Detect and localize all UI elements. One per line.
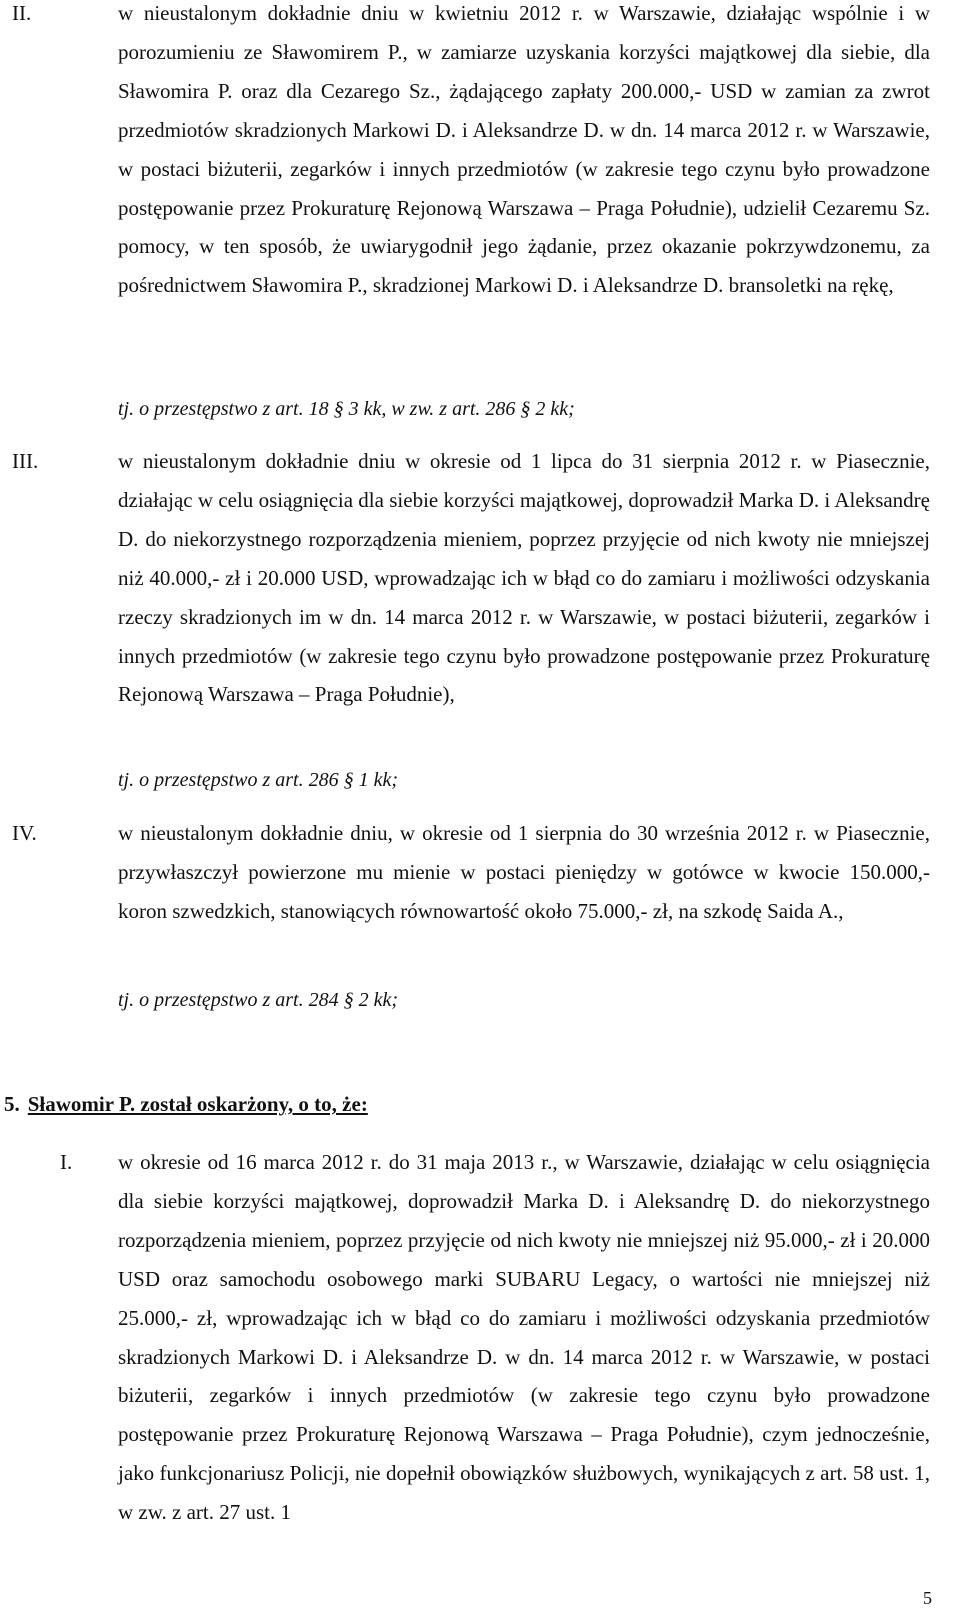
section-heading	[4, 1089, 368, 1119]
page-number: 5	[923, 1588, 932, 1608]
charge-numeral: IV.	[12, 821, 37, 845]
section-number: 5.	[4, 1092, 20, 1116]
legal-qualification: tj. o przestępstwo z art. 18 § 3 kk, w zw. z art. 286 § 2 kk;	[118, 398, 575, 420]
charge-numeral: III.	[12, 449, 39, 473]
charge-text: w nieustalonym dokładnie dniu, w okresie od 1 sierpnia do 30 września 2012 r. w Piasecznie, przywłaszczył powierzone mu mienie w postaci pieniędzy w gotówce w kwocie 150.000,- koron szwedzkich, stanowiących równowartość około 75.000,- zł, na szkodę Saida A.,	[118, 821, 930, 923]
charge-text: w nieustalonym dokładnie dniu w kwietniu 2012 r. w Warszawie, działając wspólnie i w porozumieniu ze Sławomirem P., w zamiarze uzyskania korzyści majątkowej dla siebie, dla Sławomira P. oraz dla Cezarego Sz., żądającego zapłaty 200.000,- USD w zamian za zwrot przedmiotów skradzionych Markowi D. i Aleksandrze D. w dn. 14 marca 2012 r. w Warszawie, w postaci biżuterii, zegarków i innych przedmiotów (w zakresie tego czynu było prowadzone postępowanie przez Prokuraturę Rejonową Warszawa – Praga Południe), udzielił Cezaremu Sz. pomocy, w ten sposób, że uwiarygodnił jego żądanie, przez okazanie pokrzywdzonemu, za pośrednictwem Sławomira P., skradzionej Markowi D. i Aleksandrze D. bransoletki na rękę,	[118, 1, 930, 298]
charge-numeral: II.	[12, 1, 32, 25]
section-title: Sławomir P. został oskarżony, o to, że:	[27, 1092, 368, 1116]
legal-qualification: tj. o przestępstwo z art. 286 § 1 kk;	[118, 769, 398, 791]
charge-numeral: I.	[60, 1150, 73, 1174]
charge-text: w nieustalonym dokładnie dniu w okresie od 1 lipca do 31 sierpnia 2012 r. w Piasecznie, działając w celu osiągnięcia dla siebie korzyści majątkowej, doprowadził Marka D. i Aleksandrę D. do niekorzystnego rozporządzenia mieniem, poprzez przyjęcie od nich kwoty nie mniejszej niż 40.000,- zł i 20.000 USD, wprowadzając ich w błąd co do zamiaru i możliwości odzyskania rzeczy skradzionych im w dn. 14 marca 2012 r. w Warszawie, w postaci biżuterii, zegarków i innych przedmiotów (w zakresie tego czynu było prowadzone postępowanie przez Prokuraturę Rejonową Warszawa – Praga Południe),	[118, 449, 930, 707]
charge-text: w okresie od 16 marca 2012 r. do 31 maja 2013 r., w Warszawie, działając w celu osiągnięcia dla siebie korzyści majątkowej, doprowadził Marka D. i Aleksandrę D. do niekorzystnego rozporządzenia mieniem, poprzez przyjęcie od nich kwoty nie mniejszej niż 95.000,- zł i 20.000 USD oraz samochodu osobowego marki SUBARU Legacy, o wartości nie mniejszej niż 25.000,- zł, wprowadzając ich w błąd co do zamiaru i możliwości odzyskania przedmiotów skradzionych Markowi D. i Aleksandrze D. w dn. 14 marca 2012 r. w Warszawie, w postaci biżuterii, zegarków i innych przedmiotów (w zakresie tego czynu było prowadzone postępowanie przez Prokuraturę Rejonową Warszawa – Praga Południe), czym jednocześnie, jako funkcjonariusz Policji, nie dopełnił obowiązków służbowych, wynikających z art. 58 ust. 1, w zw. z art. 27 ust. 1	[118, 1150, 930, 1525]
legal-qualification: tj. o przestępstwo z art. 284 § 2 kk;	[118, 989, 398, 1011]
